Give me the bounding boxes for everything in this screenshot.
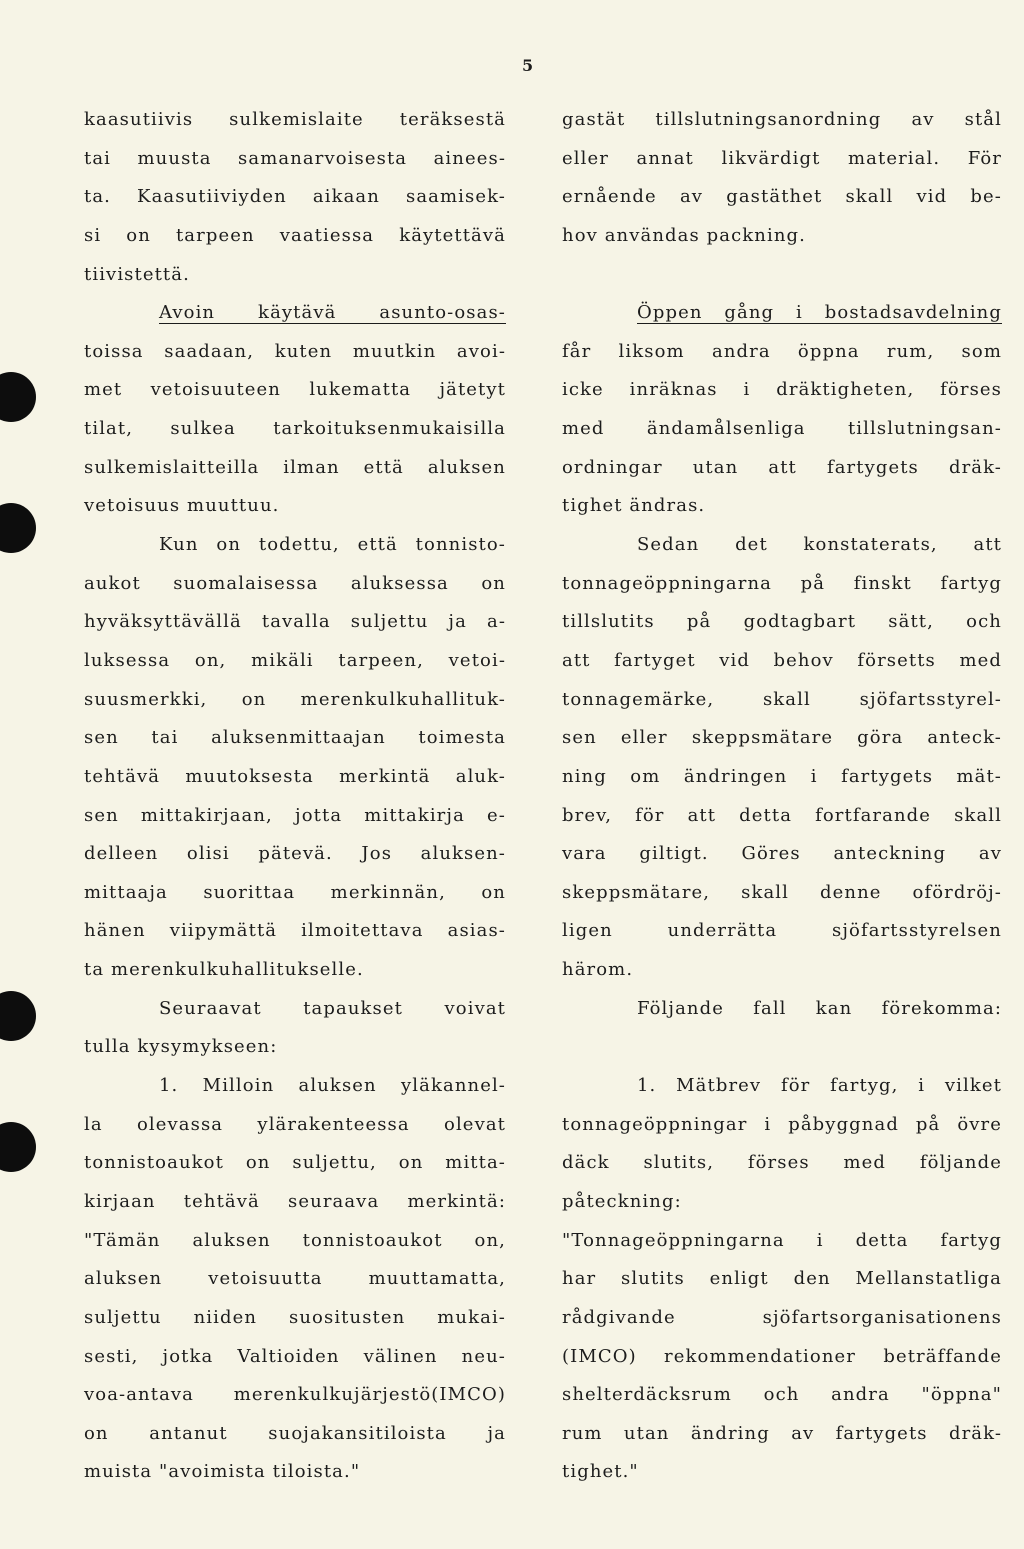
text-line: tai muusta samanarvoisesta ainees- <box>84 147 506 169</box>
finnish-column <box>84 101 506 1492</box>
text-line: ta merenkulkuhallitukselle. <box>84 959 364 981</box>
text-line: ordningar utan att fartygets dräk- <box>562 456 1002 478</box>
text-line: si on tarpeen vaatiessa käytettävä <box>84 224 506 246</box>
text-line: suljettu niiden suositusten mukai- <box>84 1306 506 1328</box>
text-line: kaasutiivis sulkemislaite teräksestä <box>84 109 506 130</box>
text-line: hov användas packning. <box>562 224 806 246</box>
text-line: tilat, sulkea tarkoituksenmukaisilla <box>84 418 506 440</box>
text-line: vetoisuus muuttuu. <box>84 495 280 517</box>
text-line: tillslutits på godtagbart sätt, och <box>562 611 1002 633</box>
text-line: Kun on todettu, että tonnisto- <box>159 534 506 556</box>
text-line: skeppsmätare, skall denne ofördröj- <box>562 881 1002 903</box>
section-heading: Öppen gång i bostadsavdelning <box>637 302 1002 324</box>
section-heading: Avoin käytävä asunto-osas- <box>159 302 506 324</box>
text-line: Seuraavat tapaukset voivat <box>159 997 506 1019</box>
text-line: (IMCO) rekommendationer beträffande <box>562 1345 1002 1367</box>
swedish-column <box>562 101 1002 1492</box>
text-line: gastät tillslutningsanordning av stål <box>562 109 1002 130</box>
text-line: härom. <box>562 959 634 981</box>
text-line: sesti, jotka Valtioiden välinen neu- <box>84 1345 506 1367</box>
text-line: har slutits enligt den Mellanstatliga <box>562 1268 1002 1290</box>
text-line: tonnagemärke, skall sjöfartsstyrel- <box>562 688 1002 710</box>
text-line: kirjaan tehtävä seuraava merkintä: <box>84 1190 506 1212</box>
text-line: voa-antava merenkulkujärjestö(IMCO) <box>84 1384 506 1406</box>
text-line: icke inräknas i dräktigheten, förses <box>562 379 1002 401</box>
text-line: toissa saadaan, kuten muutkin avoi- <box>84 340 506 362</box>
text-line: tehtävä muutoksesta merkintä aluk- <box>84 765 506 787</box>
text-line: ligen underrätta sjöfartsstyrelsen <box>562 920 1002 942</box>
text-line: brev, för att detta fortfarande skall <box>562 804 1002 826</box>
text-line: eller annat likvärdigt material. För <box>562 147 1002 169</box>
text-line: rådgivande sjöfartsorganisationens <box>562 1306 1002 1328</box>
text-line: påteckning: <box>562 1190 682 1212</box>
page-number: 5 <box>522 56 534 75</box>
text-line: däck slutits, förses med följande <box>562 1152 1002 1174</box>
text-line: tonnageöppningar i påbyggnad på övre <box>562 1113 1002 1135</box>
text-line: får liksom andra öppna rum, som <box>562 340 1002 362</box>
text-line: 1. Milloin aluksen yläkannel- <box>159 1075 506 1097</box>
text-line: met vetoisuuteen lukematta jätetyt <box>84 379 506 401</box>
text-line: on antanut suojakansitiloista ja <box>84 1422 506 1444</box>
text-line: med ändamålsenliga tillslutningsan- <box>562 418 1002 440</box>
text-line: ta. Kaasutiiviyden aikaan saamisek- <box>84 186 506 208</box>
text-line: mittaaja suorittaa merkinnän, on <box>84 881 506 903</box>
blank-line <box>562 1028 1002 1067</box>
text-line: luksessa on, mikäli tarpeen, vetoi- <box>84 649 506 671</box>
text-line: tonnageöppningarna på finskt fartyg <box>562 572 1002 594</box>
text-line: "Tämän aluksen tonnistoaukot on, <box>84 1229 506 1251</box>
text-line: aukot suomalaisessa aluksessa on <box>84 572 506 594</box>
text-line: tulla kysymykseen: <box>84 1036 278 1058</box>
text-line: ernående av gastäthet skall vid be- <box>562 186 1002 208</box>
text-line: delleen olisi pätevä. Jos aluksen- <box>84 843 506 865</box>
text-line: sulkemislaitteilla ilman että aluksen <box>84 456 506 478</box>
text-line: tonnistoaukot on suljettu, on mitta- <box>84 1152 506 1174</box>
text-line: hyväksyttävällä tavalla suljettu ja a- <box>84 611 506 633</box>
text-line: Följande fall kan förekomma: <box>637 997 1002 1019</box>
text-line: sen eller skeppsmätare göra anteck- <box>562 727 1002 749</box>
text-line: 1. Mätbrev för fartyg, i vilket <box>637 1075 1002 1097</box>
text-line: la olevassa ylärakenteessa olevat <box>84 1113 506 1135</box>
text-line: muista "avoimista tiloista." <box>84 1461 361 1483</box>
text-line: aluksen vetoisuutta muuttamatta, <box>84 1268 506 1290</box>
text-line: "Tonnageöppningarna i detta fartyg <box>562 1229 1002 1251</box>
text-line: hänen viipymättä ilmoitettava asias- <box>84 920 506 942</box>
text-line: tighet." <box>562 1461 639 1483</box>
text-line: tighet ändras. <box>562 495 706 517</box>
binder-hole <box>0 503 36 553</box>
text-line: att fartyget vid behov försetts med <box>562 649 1002 671</box>
text-line: ning om ändringen i fartygets mät- <box>562 765 1002 787</box>
binder-hole <box>0 1122 36 1172</box>
text-line: tiivistettä. <box>84 263 190 285</box>
text-line: Sedan det konstaterats, att <box>637 534 1002 556</box>
text-line: sen tai aluksenmittaajan toimesta <box>84 727 506 749</box>
binder-hole <box>0 991 36 1041</box>
blank-line <box>562 256 1002 295</box>
text-line: rum utan ändring av fartygets dräk- <box>562 1422 1002 1444</box>
text-line: shelterdäcksrum och andra "öppna" <box>562 1384 1002 1406</box>
text-line: suusmerkki, on merenkulkuhallituk- <box>84 688 506 710</box>
text-line: vara giltigt. Göres anteckning av <box>562 843 1002 865</box>
text-line: sen mittakirjaan, jotta mittakirja e- <box>84 804 506 826</box>
binder-hole <box>0 372 36 422</box>
